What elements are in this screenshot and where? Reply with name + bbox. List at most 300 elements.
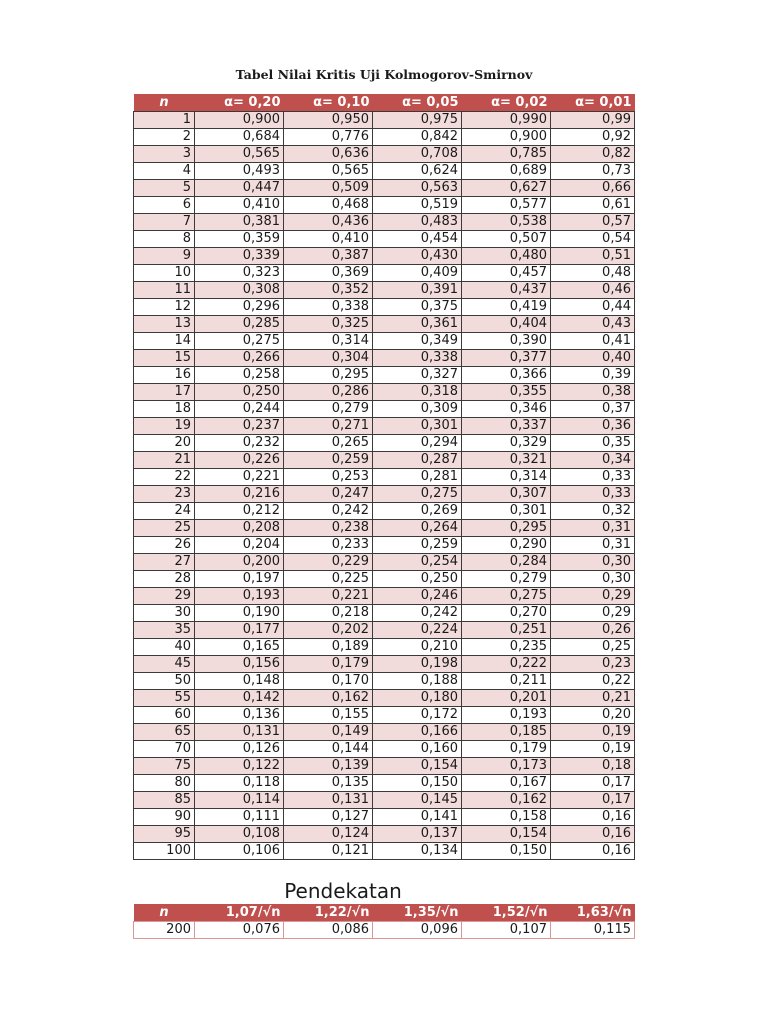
n-cell: 90: [134, 809, 195, 826]
value-cell: 0,51: [551, 248, 635, 265]
value-cell: 0,253: [284, 469, 373, 486]
value-cell: 0,269: [373, 503, 462, 520]
value-cell: 0,210: [373, 639, 462, 656]
table-row: [134, 265, 635, 282]
approximation-header-cell: 1,35/√n: [373, 904, 462, 922]
value-cell: 0,66: [551, 180, 635, 197]
value-cell: 0,900: [462, 129, 551, 146]
value-cell: 0,61: [551, 197, 635, 214]
table-row: [134, 299, 635, 316]
value-cell: 0,121: [284, 843, 373, 860]
value-cell: 0,246: [373, 588, 462, 605]
value-cell: 0,381: [195, 214, 284, 231]
n-cell: 95: [134, 826, 195, 843]
approximation-header-cell: 1,07/√n: [195, 904, 284, 922]
n-cell: 40: [134, 639, 195, 656]
table-header-cell: α= 0,05: [373, 94, 462, 112]
value-cell: 0,785: [462, 146, 551, 163]
value-cell: 0,204: [195, 537, 284, 554]
value-cell: 0,437: [462, 282, 551, 299]
value-cell: 0,301: [373, 418, 462, 435]
value-cell: 0,44: [551, 299, 635, 316]
value-cell: 0,150: [373, 775, 462, 792]
value-cell: 0,107: [462, 922, 551, 939]
value-cell: 0,224: [373, 622, 462, 639]
n-cell: 9: [134, 248, 195, 265]
n-cell: 80: [134, 775, 195, 792]
value-cell: 0,577: [462, 197, 551, 214]
value-cell: 0,18: [551, 758, 635, 775]
value-cell: 0,114: [195, 792, 284, 809]
n-cell: 19: [134, 418, 195, 435]
table-header-cell: α= 0,10: [284, 94, 373, 112]
approximation-title: Pendekatan: [284, 879, 402, 903]
value-cell: 0,155: [284, 707, 373, 724]
value-cell: 0,301: [462, 503, 551, 520]
value-cell: 0,254: [373, 554, 462, 571]
value-cell: 0,172: [373, 707, 462, 724]
n-cell: 12: [134, 299, 195, 316]
value-cell: 0,285: [195, 316, 284, 333]
value-cell: 0,271: [284, 418, 373, 435]
value-cell: 0,430: [373, 248, 462, 265]
critical-values-table: [133, 94, 635, 860]
value-cell: 0,369: [284, 265, 373, 282]
table-row: [134, 197, 635, 214]
value-cell: 0,565: [195, 146, 284, 163]
value-cell: 0,419: [462, 299, 551, 316]
approximation-table: [133, 904, 635, 939]
table-row: [134, 231, 635, 248]
value-cell: 0,43: [551, 316, 635, 333]
value-cell: 0,136: [195, 707, 284, 724]
value-cell: 0,115: [551, 922, 635, 939]
table-row: [134, 112, 635, 129]
n-cell: 75: [134, 758, 195, 775]
n-cell: 55: [134, 690, 195, 707]
value-cell: 0,16: [551, 826, 635, 843]
value-cell: 0,086: [284, 922, 373, 939]
value-cell: 0,33: [551, 469, 635, 486]
value-cell: 0,99: [551, 112, 635, 129]
value-cell: 0,950: [284, 112, 373, 129]
table-row: [134, 843, 635, 860]
value-cell: 0,480: [462, 248, 551, 265]
value-cell: 0,17: [551, 775, 635, 792]
value-cell: 0,295: [462, 520, 551, 537]
value-cell: 0,627: [462, 180, 551, 197]
n-cell: 14: [134, 333, 195, 350]
table-row: [134, 367, 635, 384]
value-cell: 0,565: [284, 163, 373, 180]
n-cell: 4: [134, 163, 195, 180]
value-cell: 0,436: [284, 214, 373, 231]
value-cell: 0,327: [373, 367, 462, 384]
table-row: [134, 248, 635, 265]
value-cell: 0,776: [284, 129, 373, 146]
value-cell: 0,352: [284, 282, 373, 299]
value-cell: 0,177: [195, 622, 284, 639]
value-cell: 0,30: [551, 571, 635, 588]
table-row: [134, 792, 635, 809]
value-cell: 0,108: [195, 826, 284, 843]
value-cell: 0,294: [373, 435, 462, 452]
value-cell: 0,409: [373, 265, 462, 282]
value-cell: 0,20: [551, 707, 635, 724]
value-cell: 0,323: [195, 265, 284, 282]
table-row: [134, 520, 635, 537]
value-cell: 0,135: [284, 775, 373, 792]
value-cell: 0,30: [551, 554, 635, 571]
value-cell: 0,225: [284, 571, 373, 588]
n-cell: 13: [134, 316, 195, 333]
value-cell: 0,193: [195, 588, 284, 605]
table-row: [134, 826, 635, 843]
approximation-header-cell: 1,63/√n: [551, 904, 635, 922]
value-cell: 0,096: [373, 922, 462, 939]
value-cell: 0,483: [373, 214, 462, 231]
value-cell: 0,57: [551, 214, 635, 231]
n-cell: 22: [134, 469, 195, 486]
value-cell: 0,250: [195, 384, 284, 401]
value-cell: 0,211: [462, 673, 551, 690]
n-cell: 23: [134, 486, 195, 503]
value-cell: 0,142: [195, 690, 284, 707]
value-cell: 0,202: [284, 622, 373, 639]
table-row: [134, 622, 635, 639]
value-cell: 0,290: [462, 537, 551, 554]
table-row: [134, 486, 635, 503]
value-cell: 0,377: [462, 350, 551, 367]
value-cell: 0,468: [284, 197, 373, 214]
value-cell: 0,126: [195, 741, 284, 758]
value-cell: 0,410: [195, 197, 284, 214]
value-cell: 0,563: [373, 180, 462, 197]
value-cell: 0,127: [284, 809, 373, 826]
n-cell: 15: [134, 350, 195, 367]
value-cell: 0,235: [462, 639, 551, 656]
value-cell: 0,48: [551, 265, 635, 282]
value-cell: 0,410: [284, 231, 373, 248]
value-cell: 0,162: [462, 792, 551, 809]
value-cell: 0,32: [551, 503, 635, 520]
value-cell: 0,37: [551, 401, 635, 418]
value-cell: 0,179: [462, 741, 551, 758]
table-row: [134, 690, 635, 707]
value-cell: 0,41: [551, 333, 635, 350]
value-cell: 0,684: [195, 129, 284, 146]
value-cell: 0,266: [195, 350, 284, 367]
value-cell: 0,124: [284, 826, 373, 843]
n-cell: 85: [134, 792, 195, 809]
n-cell: 17: [134, 384, 195, 401]
value-cell: 0,990: [462, 112, 551, 129]
value-cell: 0,251: [462, 622, 551, 639]
table-row: [134, 588, 635, 605]
value-cell: 0,275: [195, 333, 284, 350]
table-row: [134, 435, 635, 452]
value-cell: 0,17: [551, 792, 635, 809]
n-cell: 21: [134, 452, 195, 469]
table-header-cell: n: [134, 94, 195, 112]
value-cell: 0,197: [195, 571, 284, 588]
value-cell: 0,900: [195, 112, 284, 129]
value-cell: 0,244: [195, 401, 284, 418]
value-cell: 0,189: [284, 639, 373, 656]
value-cell: 0,165: [195, 639, 284, 656]
table-row: [134, 741, 635, 758]
value-cell: 0,160: [373, 741, 462, 758]
value-cell: 0,279: [284, 401, 373, 418]
approximation-header-cell: n: [134, 904, 195, 922]
value-cell: 0,265: [284, 435, 373, 452]
value-cell: 0,304: [284, 350, 373, 367]
value-cell: 0,200: [195, 554, 284, 571]
table-header-cell: α= 0,02: [462, 94, 551, 112]
value-cell: 0,54: [551, 231, 635, 248]
value-cell: 0,162: [284, 690, 373, 707]
value-cell: 0,82: [551, 146, 635, 163]
value-cell: 0,842: [373, 129, 462, 146]
table-row: [134, 146, 635, 163]
value-cell: 0,076: [195, 922, 284, 939]
value-cell: 0,19: [551, 724, 635, 741]
value-cell: 0,23: [551, 656, 635, 673]
value-cell: 0,708: [373, 146, 462, 163]
value-cell: 0,349: [373, 333, 462, 350]
table-row: [134, 673, 635, 690]
table-row: [134, 452, 635, 469]
value-cell: 0,73: [551, 163, 635, 180]
n-cell: 11: [134, 282, 195, 299]
value-cell: 0,201: [462, 690, 551, 707]
n-cell: 6: [134, 197, 195, 214]
table-header-row: [134, 94, 635, 112]
table-row: [134, 333, 635, 350]
value-cell: 0,275: [462, 588, 551, 605]
value-cell: 0,454: [373, 231, 462, 248]
value-cell: 0,493: [195, 163, 284, 180]
value-cell: 0,173: [462, 758, 551, 775]
value-cell: 0,26: [551, 622, 635, 639]
n-cell: 24: [134, 503, 195, 520]
value-cell: 0,286: [284, 384, 373, 401]
value-cell: 0,33: [551, 486, 635, 503]
value-cell: 0,185: [462, 724, 551, 741]
value-cell: 0,150: [462, 843, 551, 860]
value-cell: 0,281: [373, 469, 462, 486]
value-cell: 0,355: [462, 384, 551, 401]
table-row: [134, 401, 635, 418]
value-cell: 0,361: [373, 316, 462, 333]
table-row: [134, 384, 635, 401]
value-cell: 0,122: [195, 758, 284, 775]
value-cell: 0,689: [462, 163, 551, 180]
value-cell: 0,222: [462, 656, 551, 673]
value-cell: 0,46: [551, 282, 635, 299]
value-cell: 0,170: [284, 673, 373, 690]
value-cell: 0,34: [551, 452, 635, 469]
table-row: [134, 809, 635, 826]
n-cell: 16: [134, 367, 195, 384]
value-cell: 0,238: [284, 520, 373, 537]
approximation-header-cell: 1,52/√n: [462, 904, 551, 922]
value-cell: 0,149: [284, 724, 373, 741]
table-row: [134, 316, 635, 333]
value-cell: 0,624: [373, 163, 462, 180]
value-cell: 0,258: [195, 367, 284, 384]
value-cell: 0,156: [195, 656, 284, 673]
table-row: [134, 163, 635, 180]
n-cell: 60: [134, 707, 195, 724]
value-cell: 0,519: [373, 197, 462, 214]
n-cell: 10: [134, 265, 195, 282]
table-row: [134, 129, 635, 146]
approximation-header-cell: 1,22/√n: [284, 904, 373, 922]
value-cell: 0,29: [551, 588, 635, 605]
value-cell: 0,148: [195, 673, 284, 690]
value-cell: 0,275: [373, 486, 462, 503]
value-cell: 0,226: [195, 452, 284, 469]
value-cell: 0,259: [284, 452, 373, 469]
value-cell: 0,39: [551, 367, 635, 384]
table-row: [134, 418, 635, 435]
n-cell: 29: [134, 588, 195, 605]
value-cell: 0,338: [373, 350, 462, 367]
value-cell: 0,366: [462, 367, 551, 384]
value-cell: 0,16: [551, 809, 635, 826]
value-cell: 0,308: [195, 282, 284, 299]
value-cell: 0,179: [284, 656, 373, 673]
value-cell: 0,198: [373, 656, 462, 673]
table-header-cell: α= 0,20: [195, 94, 284, 112]
value-cell: 0,296: [195, 299, 284, 316]
value-cell: 0,167: [462, 775, 551, 792]
value-cell: 0,270: [462, 605, 551, 622]
value-cell: 0,139: [284, 758, 373, 775]
table-row: [134, 707, 635, 724]
value-cell: 0,232: [195, 435, 284, 452]
value-cell: 0,287: [373, 452, 462, 469]
n-cell: 2: [134, 129, 195, 146]
value-cell: 0,307: [462, 486, 551, 503]
value-cell: 0,242: [373, 605, 462, 622]
value-cell: 0,134: [373, 843, 462, 860]
value-cell: 0,391: [373, 282, 462, 299]
value-cell: 0,144: [284, 741, 373, 758]
n-cell: 35: [134, 622, 195, 639]
n-cell: 26: [134, 537, 195, 554]
value-cell: 0,309: [373, 401, 462, 418]
value-cell: 0,21: [551, 690, 635, 707]
value-cell: 0,35: [551, 435, 635, 452]
n-cell: 25: [134, 520, 195, 537]
table-row: [134, 180, 635, 197]
table-row: [134, 282, 635, 299]
value-cell: 0,188: [373, 673, 462, 690]
value-cell: 0,507: [462, 231, 551, 248]
table-row: [134, 469, 635, 486]
value-cell: 0,387: [284, 248, 373, 265]
value-cell: 0,975: [373, 112, 462, 129]
value-cell: 0,118: [195, 775, 284, 792]
value-cell: 0,36: [551, 418, 635, 435]
value-cell: 0,38: [551, 384, 635, 401]
table-row: [134, 214, 635, 231]
table-row: [134, 656, 635, 673]
table-row: [134, 605, 635, 622]
value-cell: 0,325: [284, 316, 373, 333]
value-cell: 0,141: [373, 809, 462, 826]
page-title: Tabel Nilai Kritis Uji Kolmogorov-Smirnov: [235, 67, 533, 82]
value-cell: 0,31: [551, 520, 635, 537]
table-row: [134, 554, 635, 571]
value-cell: 0,447: [195, 180, 284, 197]
n-cell: 100: [134, 843, 195, 860]
value-cell: 0,208: [195, 520, 284, 537]
value-cell: 0,339: [195, 248, 284, 265]
n-cell: 7: [134, 214, 195, 231]
value-cell: 0,314: [462, 469, 551, 486]
table-row: [134, 775, 635, 792]
value-cell: 0,40: [551, 350, 635, 367]
value-cell: 0,221: [284, 588, 373, 605]
n-cell: 200: [134, 922, 195, 939]
value-cell: 0,346: [462, 401, 551, 418]
table-row: [134, 639, 635, 656]
value-cell: 0,233: [284, 537, 373, 554]
value-cell: 0,247: [284, 486, 373, 503]
value-cell: 0,137: [373, 826, 462, 843]
n-cell: 5: [134, 180, 195, 197]
value-cell: 0,154: [373, 758, 462, 775]
n-cell: 45: [134, 656, 195, 673]
value-cell: 0,193: [462, 707, 551, 724]
table-row: [134, 724, 635, 741]
table-row: [134, 537, 635, 554]
value-cell: 0,538: [462, 214, 551, 231]
value-cell: 0,29: [551, 605, 635, 622]
value-cell: 0,111: [195, 809, 284, 826]
value-cell: 0,636: [284, 146, 373, 163]
value-cell: 0,31: [551, 537, 635, 554]
value-cell: 0,359: [195, 231, 284, 248]
value-cell: 0,237: [195, 418, 284, 435]
value-cell: 0,509: [284, 180, 373, 197]
value-cell: 0,404: [462, 316, 551, 333]
value-cell: 0,221: [195, 469, 284, 486]
value-cell: 0,279: [462, 571, 551, 588]
n-cell: 50: [134, 673, 195, 690]
value-cell: 0,19: [551, 741, 635, 758]
value-cell: 0,92: [551, 129, 635, 146]
value-cell: 0,229: [284, 554, 373, 571]
n-cell: 30: [134, 605, 195, 622]
n-cell: 65: [134, 724, 195, 741]
value-cell: 0,158: [462, 809, 551, 826]
value-cell: 0,16: [551, 843, 635, 860]
value-cell: 0,329: [462, 435, 551, 452]
table-row: [134, 758, 635, 775]
value-cell: 0,390: [462, 333, 551, 350]
value-cell: 0,318: [373, 384, 462, 401]
n-cell: 70: [134, 741, 195, 758]
value-cell: 0,145: [373, 792, 462, 809]
table-row: [134, 571, 635, 588]
n-cell: 8: [134, 231, 195, 248]
value-cell: 0,131: [284, 792, 373, 809]
value-cell: 0,242: [284, 503, 373, 520]
